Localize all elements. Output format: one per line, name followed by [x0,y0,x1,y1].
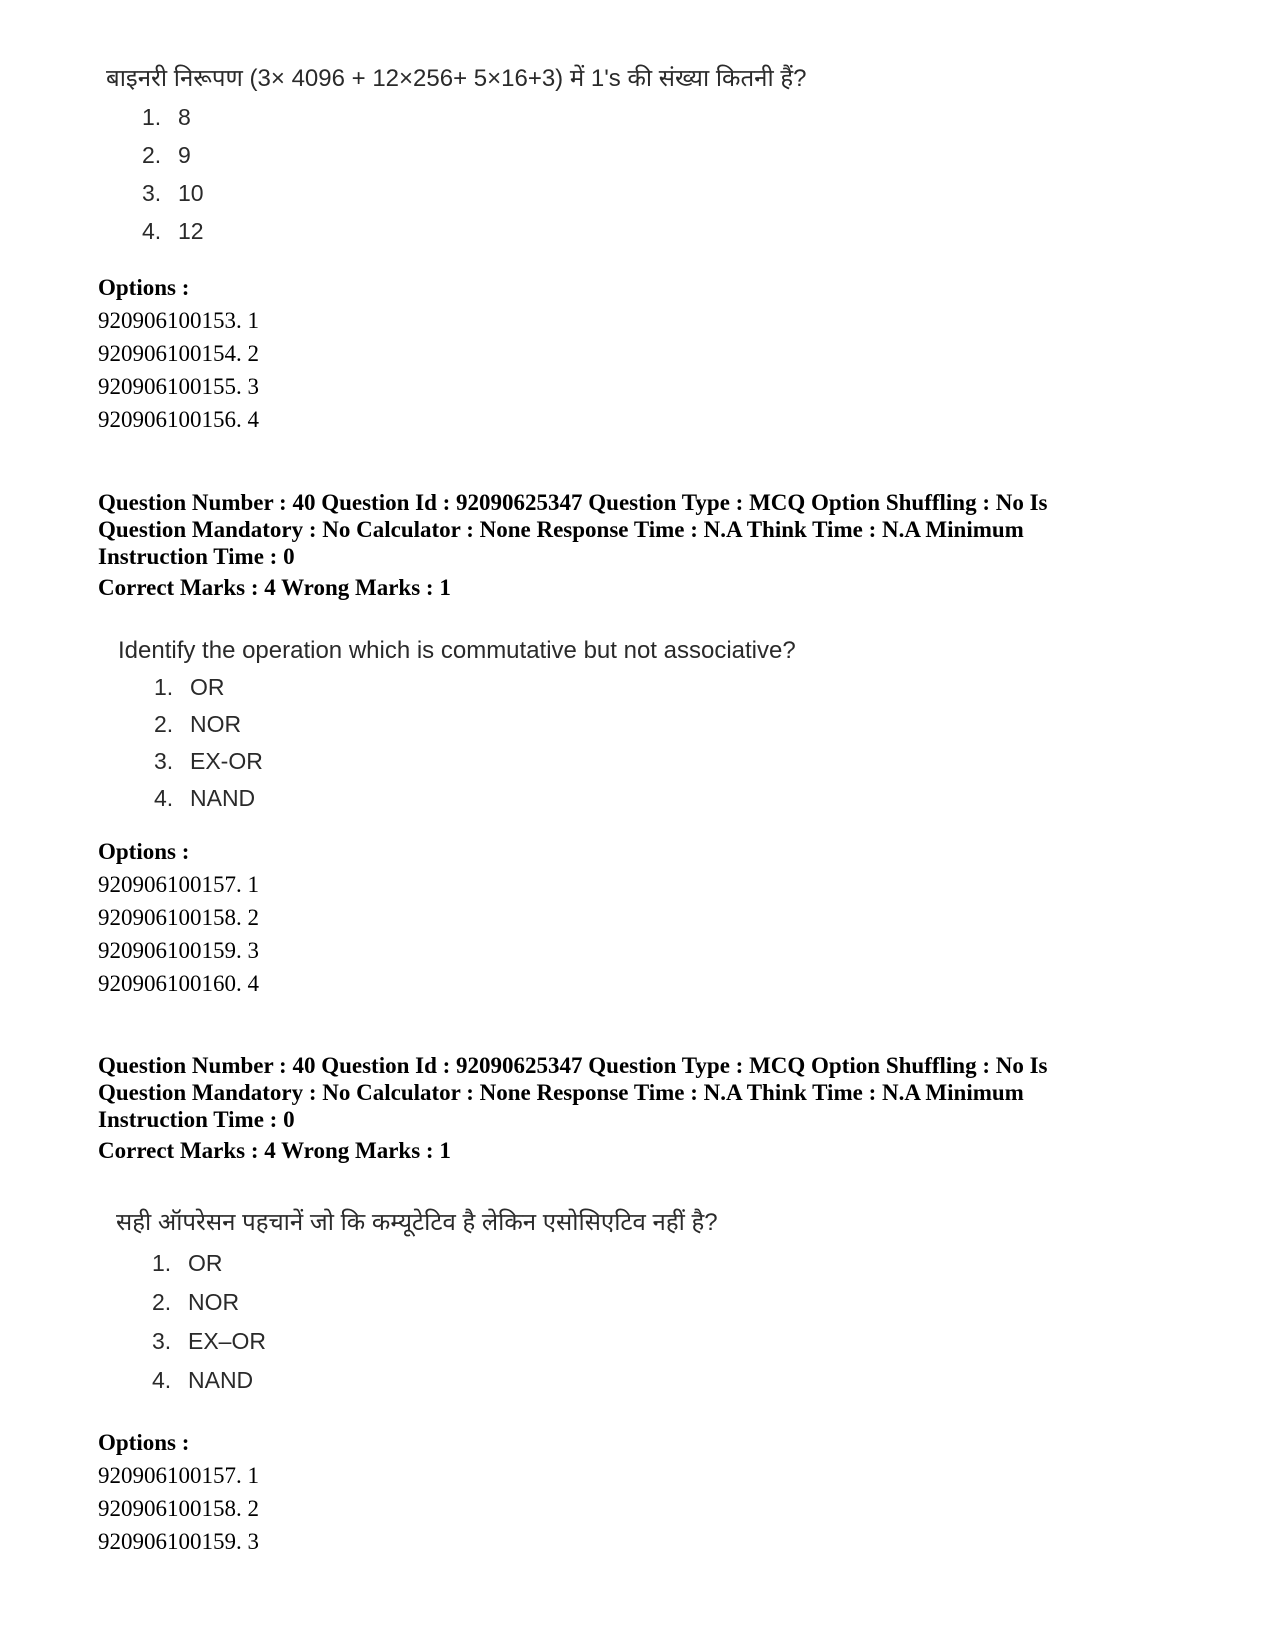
choice-number: 3. [142,180,162,206]
question-image-block [106,64,806,256]
choice-number: 3. [152,1328,172,1354]
choice-text: 10 [178,180,204,206]
option-line: 920906100153. 1 [98,308,259,333]
choice-item [142,218,806,256]
choice-item [154,748,796,785]
option-line: 920906100160. 4 [98,971,259,996]
question-text: बाइनरी निरूपण (3× 4096 + 12×256+ 5×16+3) में 1's की संख्या कितनी हैं? [106,65,807,92]
question-text: सही ऑपरेसन पहचानें जो कि कम्यूटेटिव है लेकिन एसोसिएटिव नहीं है? [116,1209,718,1236]
choice-text: NAND [190,785,256,811]
meta-line: Question Number : 40 Question Id : 92090625347 Question Type : MCQ Option Shuffling : No Is [98,490,1048,515]
marks-line: Correct Marks : 4 Wrong Marks : 1 [98,575,451,600]
options-section [98,272,259,436]
meta-line: Instruction Time : 0 [98,544,295,569]
question-text: Identify the operation which is commutative but not associative? [118,637,796,664]
options-heading: Options : [98,1430,190,1455]
choice-number: 2. [142,142,162,168]
option-line: 920906100159. 3 [98,938,259,963]
option-line: 920906100156. 4 [98,407,259,432]
meta-line: Question Mandatory : No Calculator : None Response Time : N.A Think Time : N.A Minimum [98,517,1024,542]
choice-text: 12 [178,218,204,244]
choice-number: 1. [142,104,162,130]
marks-line: Correct Marks : 4 Wrong Marks : 1 [98,1138,451,1163]
meta-line: Question Mandatory : No Calculator : None Response Time : N.A Think Time : N.A Minimum [98,1080,1024,1105]
choice-number: 4. [142,218,162,244]
choice-text: OR [188,1250,223,1276]
question-choices [152,1250,718,1406]
choice-text: 8 [178,104,191,130]
option-line: 920906100157. 1 [98,1463,259,1488]
option-line: 920906100157. 1 [98,872,259,897]
question-image-block [116,1208,718,1406]
choice-number: 4. [152,1367,172,1393]
choice-number: 4. [154,785,174,811]
question-choices [142,104,806,256]
option-line: 920906100158. 2 [98,1496,259,1521]
choice-number: 1. [152,1250,172,1276]
choice-number: 2. [154,711,174,737]
choice-item [154,711,796,748]
choice-number: 1. [154,674,174,700]
choice-item [154,785,796,822]
option-line: 920906100158. 2 [98,905,259,930]
option-line: 920906100159. 3 [98,1529,259,1554]
choice-item [142,142,806,180]
question-meta [98,1052,1138,1166]
choice-text: NOR [190,711,242,737]
choice-item [154,674,796,711]
choice-text: NAND [188,1367,254,1393]
question-meta [98,489,1138,603]
choice-text: NOR [188,1289,240,1315]
options-section [98,836,259,1000]
options-section [98,1427,259,1558]
choice-item [142,180,806,218]
choice-item [142,104,806,142]
options-heading: Options : [98,839,190,864]
meta-line: Instruction Time : 0 [98,1107,295,1132]
choice-item [152,1289,718,1328]
choice-text: OR [190,674,225,700]
choice-text: EX–OR [188,1328,266,1354]
choice-item [152,1328,718,1367]
question-image-block [118,636,796,822]
choice-text: EX-OR [190,748,263,774]
option-line: 920906100155. 3 [98,374,259,399]
choice-number: 3. [154,748,174,774]
choice-item [152,1250,718,1289]
choice-number: 2. [152,1289,172,1315]
meta-line: Question Number : 40 Question Id : 92090625347 Question Type : MCQ Option Shuffling : No Is [98,1053,1048,1078]
option-line: 920906100154. 2 [98,341,259,366]
options-heading: Options : [98,275,190,300]
choice-text: 9 [178,142,191,168]
choice-item [152,1367,718,1406]
question-choices [154,674,796,822]
